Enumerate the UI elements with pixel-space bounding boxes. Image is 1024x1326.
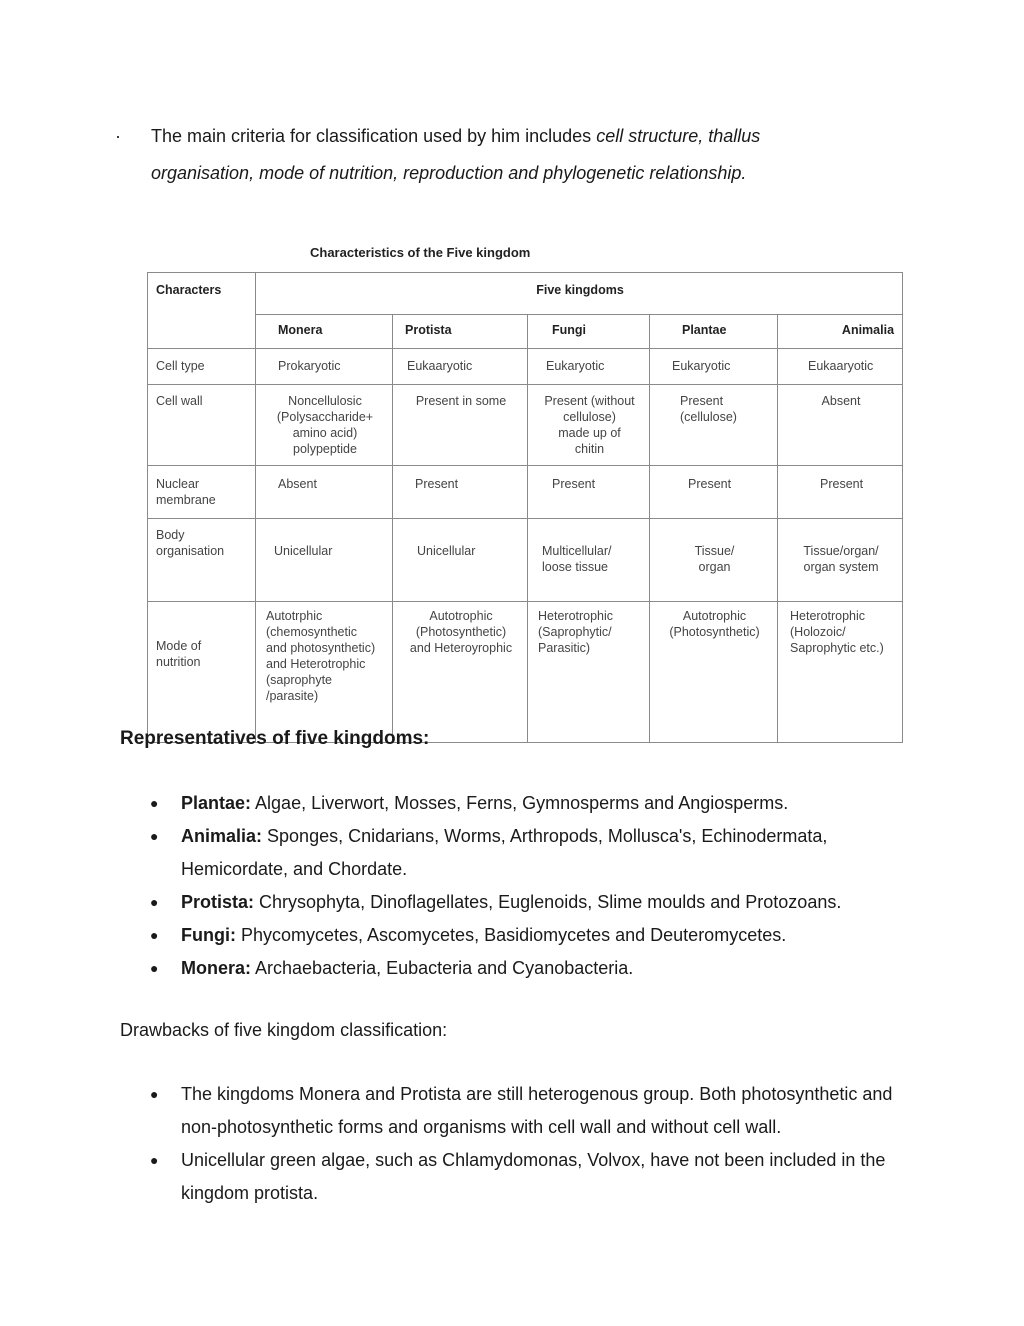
row-label-cell-type: Cell type: [148, 349, 256, 385]
kingdom-header-protista: Protista: [393, 315, 528, 349]
intro-paragraph: [115, 118, 915, 192]
representatives-heading: Representatives of five kingdoms:: [120, 728, 430, 749]
intro-line-1: [115, 118, 915, 155]
kingdom-header-plantae: Plantae: [650, 315, 778, 349]
cell: Heterotrophic (Saprophytic/ Parasitic): [528, 602, 650, 743]
row-label-mode-of-nutrition: Mode of nutrition: [148, 602, 256, 743]
cell: Present (without cellulose) made up of chitin: [528, 385, 650, 466]
five-kingdom-table: [147, 272, 903, 743]
table-row: [148, 349, 903, 385]
cell: Heterotrophic (Holozoic/ Saprophytic etc.): [778, 602, 903, 743]
row-label-cell-wall: Cell wall: [148, 385, 256, 466]
cell: Multicellular/ loose tissue: [528, 519, 650, 602]
cell: Autotrophic (Photosynthetic) and Heteroyrophic: [393, 602, 528, 743]
bullet-icon: ●: [150, 960, 159, 976]
kingdom-members: Sponges, Cnidarians, Worms, Arthropods, Mollusca's, Echinodermata, Hemicordate, and Chordate.: [181, 826, 828, 879]
list-item: [150, 919, 920, 952]
cell: Present: [650, 466, 778, 519]
kingdom-name: Animalia:: [181, 826, 263, 846]
table-row: [148, 602, 903, 743]
kingdom-members: Chrysophyta, Dinoflagellates, Euglenoids, Slime moulds and Protozoans.: [254, 892, 842, 912]
kingdom-members: Phycomycetes, Ascomycetes, Basidiomycetes and Deuteromycetes.: [235, 925, 787, 945]
list-item: [150, 1144, 920, 1210]
kingdom-name: Fungi:: [181, 925, 236, 945]
intro-line-2: [115, 155, 915, 192]
drawbacks-list: [150, 1078, 920, 1210]
kingdom-names-row: [148, 315, 903, 349]
drawback-text: The kingdoms Monera and Protista are still heterogenous group. Both photosynthetic and non-photosynthetic forms and organisms with cell wall and without cell wall.: [181, 1084, 893, 1137]
table-header-row: [148, 273, 903, 315]
cell: Eukaryotic: [650, 349, 778, 385]
bullet-icon: ●: [150, 1152, 159, 1168]
drawback-text: Unicellular green algae, such as Chlamydomonas, Volvox, have not been included in the kingdom protista.: [181, 1150, 886, 1203]
cell: Tissue/ organ: [650, 519, 778, 602]
row-label-nuclear-membrane: Nuclear membrane: [148, 466, 256, 519]
cell: Prokaryotic: [256, 349, 393, 385]
drawbacks-heading: Drawbacks of five kingdom classification:: [120, 1020, 448, 1040]
kingdom-members: Archaebacteria, Eubacteria and Cyanobacteria.: [251, 958, 634, 978]
kingdom-header-monera: Monera: [256, 315, 393, 349]
cell: Eukaryotic: [528, 349, 650, 385]
cell: Eukaaryotic: [393, 349, 528, 385]
cell: Autotrphic (chemosynthetic and photosynthetic) and Heterotrophic (saprophyte /parasite): [256, 602, 393, 743]
kingdom-header-animalia: Animalia: [778, 315, 903, 349]
cell: Absent: [778, 385, 903, 466]
cell: Noncellulosic (Polysaccharide+ amino acid) polypeptide: [256, 385, 393, 466]
row-label-body-organisation: Body organisation: [148, 519, 256, 602]
cell: Tissue/organ/ organ system: [778, 519, 903, 602]
bullet-icon: ●: [150, 927, 159, 943]
intro-italic-1: cell structure, thallus: [596, 126, 761, 146]
representatives-list: [150, 787, 920, 985]
table-title: Characteristics of the Five kingdom: [310, 245, 531, 260]
kingdom-name: Monera:: [181, 958, 252, 978]
five-kingdoms-header: Five kingdoms: [256, 273, 903, 315]
characters-header: Characters: [148, 273, 256, 349]
list-item: [150, 1078, 920, 1144]
bullet-icon: ●: [150, 828, 159, 844]
kingdom-name: Plantae:: [181, 793, 252, 813]
list-item: [150, 886, 920, 919]
cell: Present in some: [393, 385, 528, 466]
cell: Eukaaryotic: [778, 349, 903, 385]
bullet-icon: ●: [150, 1086, 159, 1102]
cell: Unicellular: [393, 519, 528, 602]
cell: Present: [778, 466, 903, 519]
cell: Present: [528, 466, 650, 519]
table-row: [148, 385, 903, 466]
table-row: [148, 466, 903, 519]
cell: Autotrophic (Photosynthetic): [650, 602, 778, 743]
list-item: [150, 787, 920, 820]
intro-bullet: ·: [115, 126, 121, 146]
cell: Unicellular: [256, 519, 393, 602]
list-item: [150, 820, 920, 886]
intro-plain-text: The main criteria for classification used by him includes: [151, 126, 597, 146]
kingdom-members: Algae, Liverwort, Mosses, Ferns, Gymnosperms and Angiosperms.: [251, 793, 789, 813]
kingdom-name: Protista:: [181, 892, 255, 912]
bullet-icon: ●: [150, 795, 159, 811]
kingdom-header-fungi: Fungi: [528, 315, 650, 349]
bullet-icon: ●: [150, 894, 159, 910]
table-row: [148, 519, 903, 602]
list-item: [150, 952, 920, 985]
cell: Absent: [256, 466, 393, 519]
cell: Present: [393, 466, 528, 519]
intro-italic-2: organisation, mode of nutrition, reproduction and phylogenetic relationship.: [151, 163, 747, 183]
cell: Present (cellulose): [650, 385, 778, 466]
